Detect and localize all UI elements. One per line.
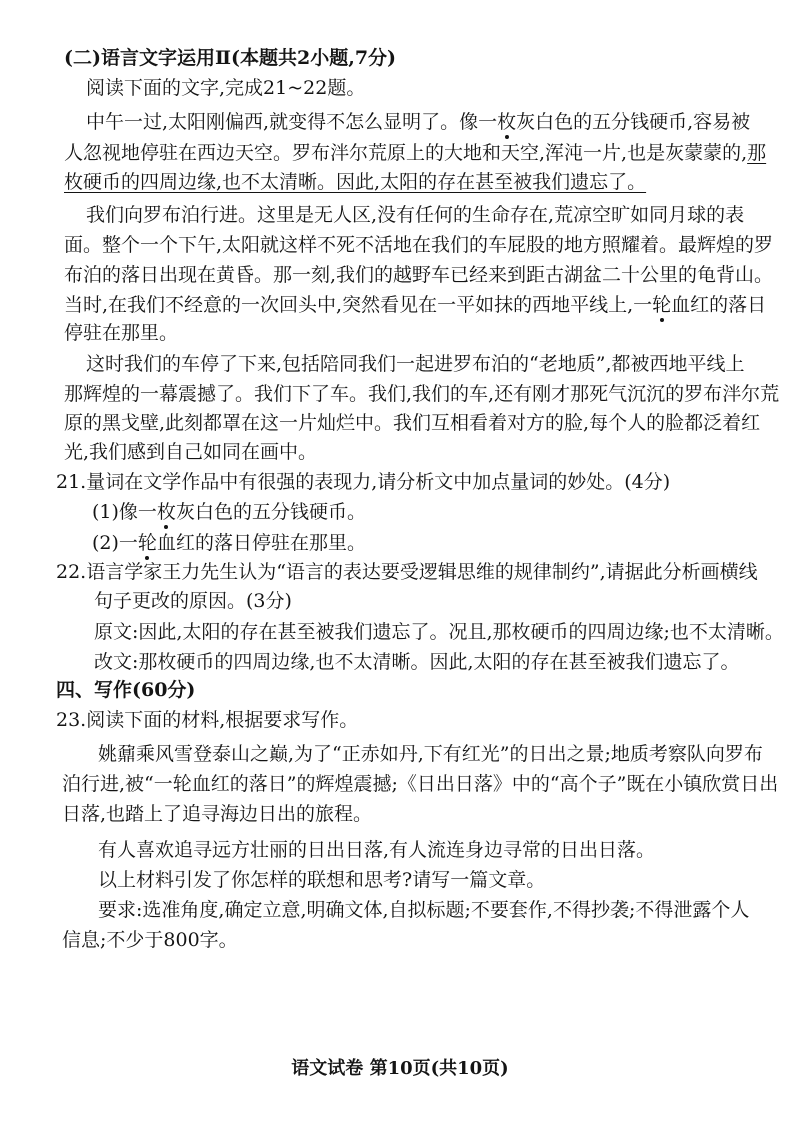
dotted-measure-word: 枚 — [497, 111, 517, 133]
q22-stem-line2: 句子更改的原因。(3分) — [94, 590, 292, 612]
q21-item2: (2)一轮血红的落日停驻在那里。 — [92, 532, 366, 554]
q23-requirements-line1: 要求:选准角度,确定立意,明确文体,自拟标题;不要套作,不得抄袭;不得泄露个人 — [98, 899, 750, 921]
q22-original: 原文:因此,太阳的存在甚至被我们遗忘了。况且,那枚硬币的四周边缘;也不太清晰。 — [94, 621, 784, 643]
dotted-measure-word: 轮 — [652, 294, 672, 316]
underlined-sentence: 枚硬币的四周边缘,也不太清晰。因此,太阳的存在甚至被我们遗忘了。 — [64, 171, 647, 193]
passage-p1-line3 — [64, 170, 646, 194]
passage-p2-line4: 当时,在我们不经意的一次回头中,突然看见在一平如抹的西地平线上,一轮血红的落日 — [64, 294, 767, 316]
page-footer: 语文试卷 第10页(共10页) — [291, 1058, 509, 1079]
passage-p3-line2: 那辉煌的一幕震撼了。我们下了车。我们,我们的车,还有刚才那死气沉沉的罗布泮尔荒 — [64, 383, 780, 405]
q23-material-line1: 姚鼐乘风雪登泰山之巅,为了“正赤如丹,下有红光”的日出之景;地质考察队向罗布 — [98, 743, 763, 765]
passage-p2-line5: 停驻在那里。 — [64, 322, 179, 344]
dotted-measure-word: 枚 — [156, 501, 176, 523]
section4-heading: 四、写作(60分) — [56, 679, 196, 701]
passage-p1-line2: 人忽视地停驻在西边天空。罗布泮尔荒原上的大地和天空,浑沌一片,也是灰蒙蒙的,那 — [64, 142, 767, 164]
q23-requirements-line2: 信息;不少于800字。 — [62, 929, 238, 951]
section-instruction: 阅读下面的文字,完成21~22题。 — [86, 77, 366, 99]
q23-prompt1: 有人喜欢追寻远方壮丽的日出日落,有人流连身边寻常的日出日落。 — [98, 839, 656, 861]
passage-p2-line1: 我们向罗布泊行进。这里是无人区,没有任何的生命存在,荒凉空旷如同月球的表 — [86, 204, 745, 226]
q23-material-line3: 日落,也踏上了追寻海边日出的旅程。 — [62, 803, 373, 825]
q23-stem: 23.阅读下面的材料,根据要求写作。 — [56, 709, 359, 731]
q22-stem-line1: 22.语言学家王力先生认为“语言的表达要受逻辑思维的规律制约”,请据此分析画横线 — [56, 561, 758, 583]
passage-p3-line1: 这时我们的车停了下来,包括陪同我们一起进罗布泊的“老地质”,都被西地平线上 — [86, 353, 745, 375]
q22-revised: 改文:那枚硬币的四周边缘,也不太清晰。因此,太阳的存在甚至被我们遗忘了。 — [94, 651, 740, 673]
section-heading: (二)语言文字运用Ⅱ(本题共2小题,7分) — [64, 47, 397, 69]
passage-p2-line2: 面。整个一个下午,太阳就这样不死不活地在我们的车屁股的地方照耀着。最辉煌的罗 — [64, 234, 774, 256]
underlined-sentence-start: 那 — [747, 142, 767, 164]
q21-stem: 21.量词在文学作品中有很强的表现力,请分析文中加点量词的妙处。(4分) — [56, 471, 671, 493]
q23-material-line2: 泊行进,被“一轮血红的落日”的辉煌震撼;《日出日落》中的“高个子”既在小镇欣赏日出 — [62, 773, 779, 795]
passage-p1-line1: 中午一过,太阳刚偏西,就变得不怎么显明了。像一枚灰白色的五分钱硬币,容易被 — [86, 111, 751, 133]
q21-item1: (1)像一枚灰白色的五分钱硬币。 — [92, 501, 366, 523]
passage-p3-line4: 光,我们感到自己如同在画中。 — [64, 441, 318, 463]
dotted-measure-word: 轮 — [137, 532, 157, 554]
q23-prompt2: 以上材料引发了你怎样的联想和思考?请写一篇文章。 — [98, 869, 546, 891]
passage-p3-line3: 原的黑戈壁,此刻都罩在这一片灿烂中。我们互相看着对方的脸,每个人的脸都泛着红 — [64, 412, 761, 434]
passage-p2-line3: 布泊的落日出现在黄昏。那一刻,我们的越野车已经来到距古湖盆二十公里的龟背山。 — [64, 264, 774, 286]
